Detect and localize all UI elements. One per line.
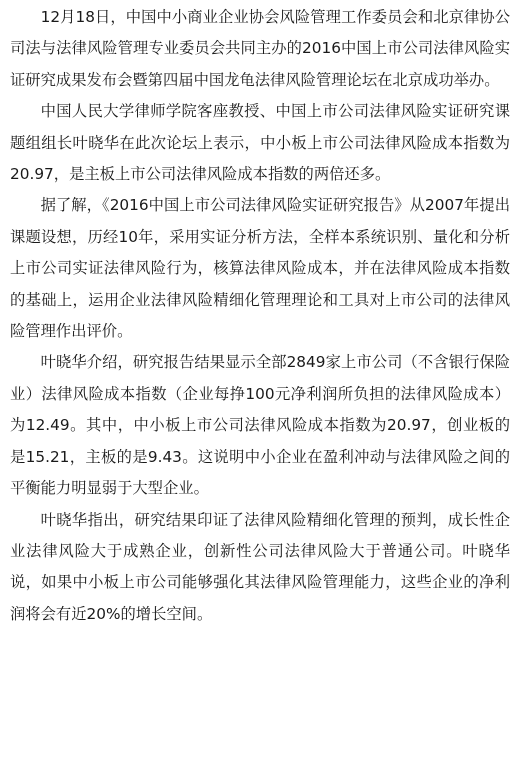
paragraph-forum-announcement: 12月18日，中国中小商业企业协会风险管理工作委员会和北京律协公司法与法律风险管理专业委员会共同主办的2016中国上市公司法律风险实证研究成果发布会暨第四届中国龙龟法律风险管理论坛在北京成功举办。 xyxy=(10,8,510,89)
paragraph-report-results: 叶晓华介绍，研究报告结果显示全部2849家上市公司（不含银行保险业）法律风险成本指数（企业每挣100元净利润所负担的法律风险成本）为12.49。其中，中小板上市公司法律风险成本指数为20.97，创业板的是15.21，主板的是9.43。这说明中小企业在盈利冲动与法律风险之间的平衡能力明显弱于大型企业。 xyxy=(10,353,510,498)
paragraph-index-statement: 中国人民大学律师学院客座教授、中国上市公司法律风险实证研究课题组组长叶晓华在此次论坛上表示，中小板上市公司法律风险成本指数为20.97，是主板上市公司法律风险成本指数的两倍还多。 xyxy=(10,102,510,184)
paragraph-report-background: 据了解，《2016中国上市公司法律风险实证研究报告》从2007年提出课题设想，历经10年，采用实证分析方法，全样本系统识别、量化和分析上市公司实证法律风险行为，核算法律风险成本，并在法律风险成本指数的基础上，运用企业法律风险精细化管理理论和工具对上市公司的法律风险管理作出评价。 xyxy=(10,196,510,341)
paragraph-conclusion: 叶晓华指出，研究结果印证了法律风险精细化管理的预判，成长性企业法律风险大于成熟企业，创新性公司法律风险大于普通公司。叶晓华说，如果中小板上市公司能够强化其法律风险管理能力，这些企业的净利润将会有近20%的增长空间。 xyxy=(10,510,510,623)
